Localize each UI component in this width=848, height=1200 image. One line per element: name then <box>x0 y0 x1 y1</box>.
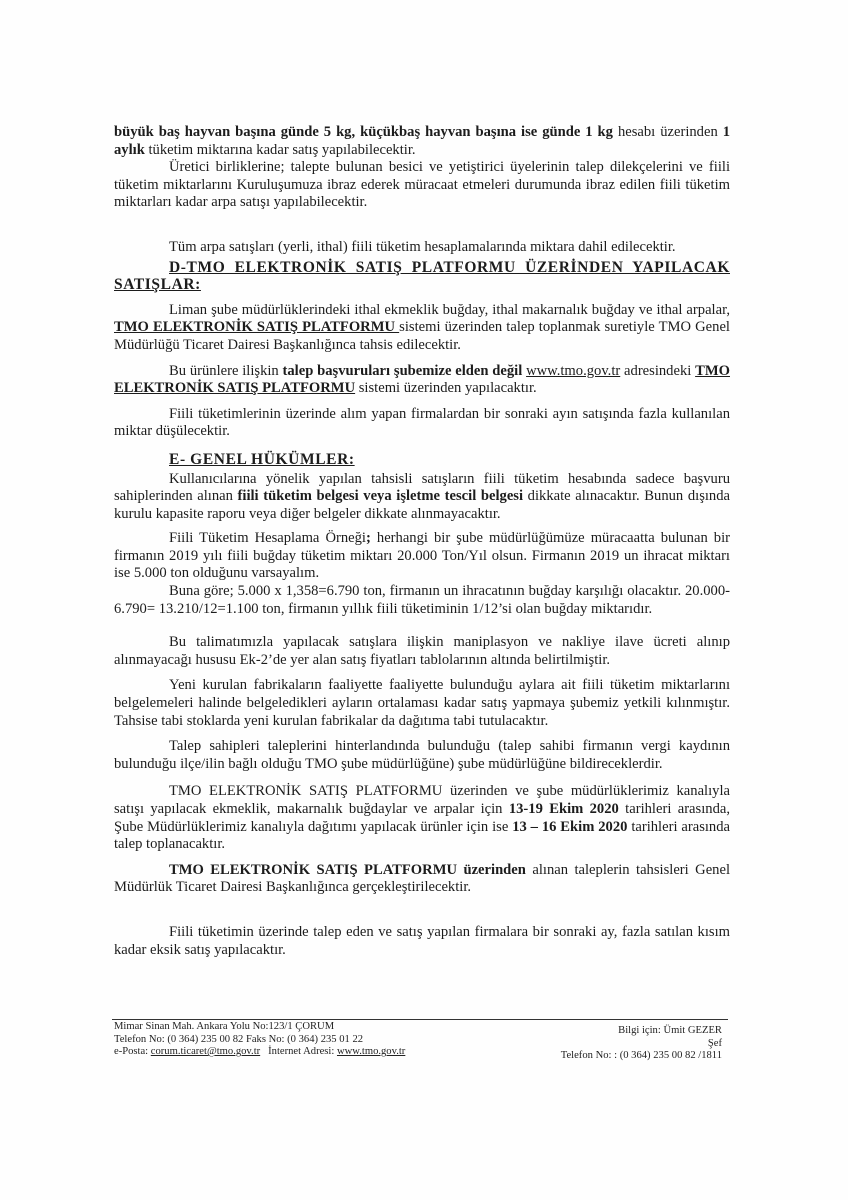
text: alınan taleplerin tahsisleri Genel Müdürlük Ticaret Dairesi Başkanlığınca gerçekleştirilecektir. <box>114 861 730 896</box>
text: hesabı üzerinden <box>612 124 723 140</box>
footer-address: Mimar Sinan Mah. Ankara Yolu No:123/1 ÇORUM <box>114 1021 335 1032</box>
paragraph-port-branches <box>114 302 730 355</box>
text: dikkate alınacaktır. Bunun dışında kurulu kapasite raporu veya diğer belgeler dikkate alınmayacaktır. <box>114 488 730 522</box>
paragraph-excess-sales: Fiili tüketimin üzerinde talep eden ve satış yapılan firmalara bir sonraki ay, fazla satılan kısım kadar eksik satış yapılacaktır. <box>114 923 730 958</box>
paragraph-calculation-example <box>114 530 730 583</box>
bold-text: talep başvuruları şubemize elden değil <box>282 362 523 379</box>
platform-name: TMO ELEKTRONİK SATIŞ PLATFORMU <box>114 362 730 397</box>
bold-text: ; <box>365 530 371 547</box>
text: adresindeki <box>620 362 696 379</box>
bold-text: büyük baş hayvan başına günde 5 kg, küçükbaş hayvan başına ise günde 1 kg <box>114 124 613 140</box>
email-label: e-Posta: <box>114 1046 151 1058</box>
info-contact: Bilgi için: Ümit GEZER <box>618 1025 722 1036</box>
email-link[interactable]: corum.ticaret@tmo.gov.tr <box>150 1046 261 1058</box>
text: sistemi üzerinden talep toplanmak suretiyle TMO Genel Müdürlüğü Ticaret Dairesi Başkanlığınca tahsis edilecektir. <box>114 319 730 353</box>
web-link[interactable]: www.tmo.gov.tr <box>336 1046 406 1058</box>
footer-phone-fax: Telefon No: (0 364) 235 00 82 Faks No: (0 364) 235 01 22 <box>114 1033 364 1045</box>
text: sistemi üzerinden yapılacaktır. <box>355 380 537 397</box>
text: herhangi bir şube müdürlüğümüze müracaatta bulunan bir firmanın 2019 yılı fiili buğday tüketim miktarı 20.000 Ton/Yıl olsun. Firmanın 2019 un ihracat miktarı ise 5.000 ton olduğunu varsayalım. <box>114 530 730 582</box>
text: TMO ELEKTRONİK SATIŞ PLATFORMU üzerinden ve şube müdürlüklerimiz kanalıyla satışı yapılacak ekmeklik, makarnalık buğdaylar ve arpalar için <box>114 783 730 817</box>
platform-name: TMO ELEKTRONİK SATIŞ PLATFORMU <box>114 319 400 336</box>
footer-email-web <box>114 1046 405 1059</box>
text: tüketim miktarına kadar satış yapılabilecektir. <box>144 141 416 158</box>
text: Kullanıcılarına yönelik yapılan tahsisli satışların fiili tüketim hesabında sadece başvuru sahiplerinden alınan <box>114 470 730 505</box>
paragraph-livestock-allowance <box>114 124 730 159</box>
info-title: Şef <box>707 1037 722 1049</box>
paragraph-request-dates <box>114 783 730 853</box>
heading-section-e: E- GENEL HÜKÜMLER: <box>169 450 355 468</box>
text: tarihleri arasında talep toplanacaktır. <box>114 818 731 853</box>
heading-section-d: D-TMO ELEKTRONİK SATIŞ PLATFORMU ÜZERİNDEN YAPILACAK SATIŞLAR: <box>114 258 730 294</box>
bold-text: fiili tüketim belgesi veya işletme tescil belgesi <box>237 488 524 505</box>
text: Liman şube müdürlüklerindeki ithal ekmeklik buğday, ithal makarnalık buğday ve ithal arpalar, <box>169 301 730 318</box>
paragraph-handling-fees: Bu talimatımızla yapılacak satışlara ilişkin maniplasyon ve nakliye ilave ücreti alınıp alınmayacağı hususu Ek-2’de yer alan satış fiyatları tablolarının altında belirtilmiştir. <box>114 634 730 668</box>
date-range: 13-19 Ekim 2020 <box>508 801 619 817</box>
paragraph-new-factories: Yeni kurulan fabrikaların faaliyette faaliyette bulunduğu aylara ait fiili tüketim miktarlarını belgelemeleri halinde belgeledikleri ayların ortalaması kadar satış yapmaya şubemiz yetkili kılınmıştır. Tahsise tabi stoklarda yeni kurulan fabrikalar da dağıtıma tabi tutulacaktır. <box>114 677 730 729</box>
paragraph-calculation-result: Buna göre; 5.000 x 1,358=6.790 ton, firmanın un ihracatının buğday karşılığı olacaktır. 20.000-6.790= 13.210/12=1.100 ton, firmanın yıllık fiili tüketiminin 1/12’si olan buğday miktarıdır. <box>114 583 730 617</box>
footer-divider <box>112 1019 728 1020</box>
footer-info <box>561 1025 722 1063</box>
text: Fiili Tüketim Hesaplama Örneği <box>169 530 366 547</box>
text: Bu ürünlere ilişkin <box>169 362 283 379</box>
bold-text: 1 aylık <box>114 124 731 158</box>
date-range: 13 – 16 Ekim 2020 <box>512 818 628 835</box>
info-phone: Telefon No: : (0 364) 235 00 82 /1811 <box>560 1050 722 1062</box>
paragraph-excess-deduction: Fiili tüketimlerinin üzerinde alım yapan firmalardan bir sonraki ayın satışında fazla kullanılan miktar düşülecektir. <box>114 405 730 440</box>
paragraph-consumption-documents <box>114 471 730 524</box>
paragraph-producer-unions: Üretici birliklerine; talepte bulunan besici ve yetiştirici üyelerinin talep dilekçelerini ve fiili tüketim miktarlarını Kuruluşumuza ibraz ederek müracaat etmeleri durumunda ibraz edilen fiili tüketim miktarları kadar arpa satışı yapılabilecektir. <box>114 159 730 211</box>
document-body <box>114 124 730 959</box>
paragraph-allocation <box>114 862 730 897</box>
website-link[interactable]: www.tmo.gov.tr <box>526 362 621 379</box>
web-label: İnternet Adresi: <box>260 1046 337 1058</box>
text: tarihleri arasında, Şube Müdürlüklerimiz kanalıyla dağıtımı yapılacak ürünler için ise <box>114 801 730 835</box>
paragraph-hinterland: Talep sahipleri taleplerini hinterlandında bulunduğu (talep sahibi firmanın vergi kaydının bulunduğu ilçe/ilin bağlı olduğu TMO şube müdürlüğüne) şube müdürlüğüne bildireceklerdir. <box>114 738 730 772</box>
paragraph-application-method <box>114 363 730 398</box>
paragraph-barley-sales: Tüm arpa satışları (yerli, ithal) fiili tüketim hesaplamalarında miktara dahil edilecektir. <box>169 238 676 255</box>
bold-text: TMO ELEKTRONİK SATIŞ PLATFORMU üzerinden <box>169 861 526 878</box>
footer-contact <box>114 1021 405 1059</box>
